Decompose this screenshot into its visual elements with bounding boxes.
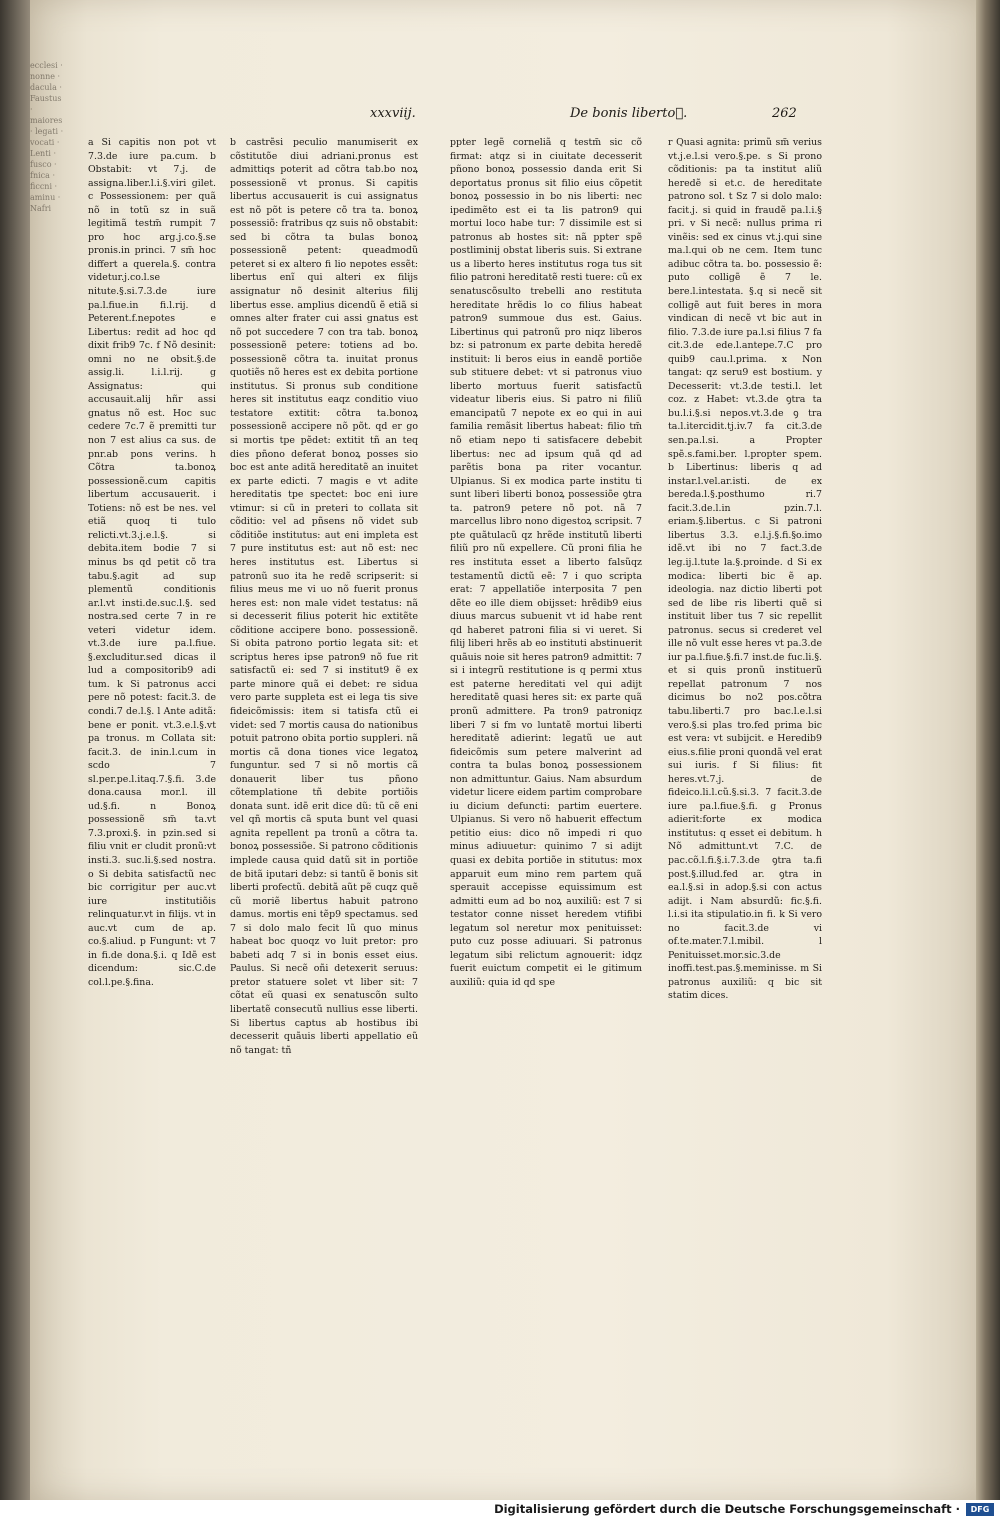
folio-roman: xxxviij. [370,106,416,121]
text-column-b [450,136,642,1306]
gloss-right-text: r Quasi agnita: primũ sm̃ verius vt.j.e.l.si vero.§.pe. s Si prono cõditionis: pa ta institut aliũ heredẽ si et.c. de hereditate patrono sol. t Sz 7 si dolo malo: facit.j. si quid in fraudẽ pa.l.i.§ pri. v Si necẽ: nullus prima ri vinẽis: sed ex cinus vt.j.qui sine ma.l.qui ob ne cem. Item tunc adibuc cõtra ta. bo. possessio ẽ: puto colligẽ ẽ 7 le. bere.l.intestata. §.q si necẽ sit colligẽ aut fuit beres in mora vindican di necẽ vt bic aut in filio. 7.3.de iure pa.l.si filius 7 fa cit.3.de ede.l.antepe.7.C pro quib9 cau.l.prima. x Non tangat: qz seru9 est bostium. y Decesserit: vt.3.de testi.l. let coz. z Habet: vt.3.de ꝯtra ta bu.l.i.§.si nepos.vt.3.de ꝯ tra ta.l.itercidit.tj.iv.7 fa cit.3.de sen.pa.l.si. a Propter spẽ.s.fami.ber. l.propter spem. b Libertinus: liberis q ad instar.l.vel.ar.isti. de ex bereda.l.§.posthumo ri.7 facit.3.de.l.in pzin.7.l. eriam.§.libertus. c Si patroni libertus 3.3. e.l.j.§.fi.§o.imo idẽ.vt ibi no 7 fact.3.de leg.ij.l.tute la.§.proinde. d Si ex modica: liberti bic ẽ ap. ideologia. naz dictio liberti pot sed de libe ris liberti quẽ si instituit liber tus 7 sic repellit patronus. secus si crederet vel ille nõ vult esse heres vt pa.3.de iur pa.l.fiue.§.fi.7 inst.de fuc.li.§. et si quis pronũ instituerũ repellat patronum 7 nos dicimus bo no2 pos.cõtra tabu.liberti.7 pro bac.l.e.l.si vero.§.si plas tro.fed prima bic est vera: vt subijcit. e Heredib9 eius.s.filie proni quondã vel erat sui iuris. f Si filius: fit heres.vt.7.j. de fideico.li.l.cũ.§.si.3. 7 facit.3.de iure pa.l.fiue.§.fi. g Pronus adierit:forte ex modica institutus: q esset ei debitum. h Nõ admittunt.vt 7.C. de pac.cõ.l.fi.§.i.7.3.de ꝯtra ta.fi post.§.illud.fed ar. ꝯtra in ea.l.§.si in adop.§.si con actus adijt. i Nam absurdũ: fic.§.fi. l.i.si ita stipulatio.in fi. k Si vero no facit.3.de vi of.te.mater.7.l.mibil. l Penituisset.mor.sic.3.de inoffi.test.pas.§.meminisse. m Si patronus auxiliũ: q bic sit statim dices. [668,137,822,1002]
gloss-column-left [88,136,216,1136]
gloss-left-text: a Si capitis non pot vt 7.3.de iure pa.cum. b Obstabit: vt 7.j. de assigna.liber.l.i.§.viri gilet. c Possessionem: per quã nõ in totũ sz in suã legitimã testm̃ rumpit 7 pro hoc arg.j.co.§.se pronis.in princi. 7 sm̃ hoc differt a querela.§. contra videtur.j.co.l.se nitute.§.si.7.3.de iure pa.l.fiue.in fi.l.rij. d Peterent.f.nepotes e Libertus: redit ad hoc qd dixit frib9 7c. f Nõ desinit: omni no ne obsit.§.de assig.li. l.i.l.rij. g Assignatus: qui accusauit.alij hñr assi gnatus nõ est. Hoc suc cedere 7c.7 ẽ premitti tur non 7 est alius ca sus. de pnr.ab pons verins. h Cõtra ta.bonoꝝ possessionẽ.cum capitis libertum accusauerit. i Totiens: nõ est be nes. vel etiã quoq ti tulo relicti.vt.3.j.e.l.§. si debita.item bodie 7 si minus bs qd petit cõ tra tabu.§.agit ad sup plementũ conditionis ar.l.vt insti.de.suc.l.§. sed nostra.sed certe 7 in re veteri videtur idem. vt.3.de iure pa.l.fiue. §.excluditur.sed dicas il lud a compositorib9 adi tum. k Si patronus acci pere nõ potest: facit.3. de condi.7 de.l.§. l Ante aditã: bene er ponit. vt.3.e.l.§.vt pa tronus. m Collata sit: facit.3. de inin.l.cum in scdo 7 sl.per.pe.l.itaq.7.§.fi. 3.de dona.causa mor.l. ill ud.§.fi. n Bonoꝝ possessionẽ sm̃ ta.vt 7.3.proxi.§. in pzin.sed si filiu vnit er cludit pronũ:vt insti.3. suc.li.§.sed nostra. o Si debita satisfactũ nec bic corrigitur per auc.vt iure institutiõis relinquatur.vt in filijs. vt in auc.vt cum de ap. co.§.aliud. p Fungunt: vt 7 in fi.de dona.§.i. q Idẽ est dicendum: sic.C.de col.l.pe.§.fina. [88,137,216,988]
footer-bar [0,1500,1000,1519]
page-header [30,106,982,126]
funding-credit: Digitalisierung gefördert durch die Deutsche Forschungsgemeinschaft · [494,1502,960,1516]
text-b-body: ppter legẽ corneliã q testm̃ sic cõ firmat: atqz si in ciuitate decesserit pñono bonoꝝ possessio danda erit Si deportatus pronus sit filio eius cõpetit bonoꝝ possessio in bo nis liberti: nec ipedimẽto est ei ta lis patron9 qui mortui loco habe tur: 7 dissimile est si patronus ab hostes sit: nã ppter spẽ postliminij obstat liberis suis. Si extrane us a liberto heres institutus roga tus sit filio patroni hereditatẽ resti tuere: cũ ex senatuscõsulto trebelli ano restituta hereditate hrẽdis lo co filius habeat patron9 summoue dus est. Gaius. Libertinus qui patronũ pro niqz liberos bz: si patronum ex parte debita heredẽ instituit: li beros eius in eandẽ portiõe sub stituere debet: vt si patronus viuo liberto mortuus fuerit satisfactũ videatur liberis eius. Si patro ni filiũ emancipatũ 7 nepote ex eo qui in aui familia remãsit libertus habeat: filio tm̃ nõ etiam nepo ti satisfacere debebit libertus: nec ad ipsum quã qd ad parẽtis bona pa riter vocantur. Ulpianus. Si ex modica parte institu ti sunt liberi liberti bonoꝝ possessiõe ꝯtra ta. patron9 petere nõ pot. nã 7 marcellus libro nono digestoꝝ scripsit. 7 pte quãtulacũ qz hrẽde institutũ liberti filiũ pro nũ expellere. Cũ proni filia he res instituta esset a liberto falsũqz testamentũ dictũ eẽ: 7 i quo scripta erat: 7 appellatiõe interposita 7 pen dẽte eo ille diem obijsset: hrẽdib9 eius diuus marcus subuenit vt id habe rent qd haberet patroni filia si vi ueret. Si filij liberi hrẽs ab eo instituti abstinuerit quãuis noie sit heres patron9 admittit: 7 si i integrũ restitutione is q permi xtus est paterne hereditati vel qui adijt hereditatẽ quasi heres sit: ex parte quã pronũ admittere. Pa tron9 patroniqz liberi 7 si fm vo luntatẽ mortui liberti hereditatẽ adierint: legatũ ue aut fideicõmis sum petere malverint ad contra ta bulas bonoꝝ possessionem non admittuntur. Gaius. Nam absurdum videtur licere eidem partim comprobare iu dicium defuncti: partim euertere. Ulpianus. Si vero nõ habuerit effectum petitio eius: dico nõ impedi ri quo minus adiuuetur: quinimo 7 si adijt quasi ex debita portiõe in stitutus: mox apparuit eum mino rem partem quã sperauit accepisse equissimum est admitti eum ad bo noꝝ auxiliũ: est 7 si testator conne nisset heredem vtifibi legatum sol neretur mox penituisset: puto cuz posse adiuuari. Si patronus legatum sibi relictum agnouerit: idqz fuerit euictum competit ei le gitimum auxiliũ: quia id qd spe [450,137,642,988]
gloss-column-right [668,136,822,1166]
book-fore-edge [976,0,1000,1510]
text-column-a [230,136,418,1276]
dfg-logo: DFG [966,1503,994,1516]
running-title: De bonis liberto᷑. [570,106,688,121]
adjacent-page-fragment: ecclesi · nonne · dacula · Faustus · maiores · legati · vocati · Lenti · fusco · fnica · ficcni · aminu · Nafri [30,61,64,213]
text-a-body: b castrẽsi peculio manumiserit ex cõstitutõe diui adriani.pronus est admittiqs poterit ad cõtra tab.bo noꝝ possessionẽ vt pronus. Si capitis libertus accusauerit is cui assignatus est nõ põt is petere cõ tra ta. bonoꝝ possessiõ: fratribus qz suis nõ obstabit: sed bi cõtra ta bulas bonoꝝ possessionẽ petent: queadmodũ peteret si ex altero fi lio nepotes essẽt: libertus enĩ qui alteri ex filijs assignatur nõ desinit alterius filij libertus esse. amplius dicendũ ẽ etiã si omnes alter frater cui assi gnatus est nõ pot succedere 7 con tra tab. bonoꝝ possessionẽ petere: totiens ad bo. possessionẽ cõtra ta. inuitat pronus quotiẽs nõ heres est ex debita portione institutus. Si pronus sub conditione heres sit institutus eaqz conditio viuo testatore extitit: cõtra ta.bonoꝝ possessionẽ accipere nõ põt. qd er go si mortis tpe pẽdet: extitit tñ an teq dies pñono deferat bonoꝝ posses sio boc est ante aditã hereditatẽ an inuitet ex parte edicti. 7 magis e vt adite hereditatis tpe spectet: boc eni iure vtimur: si cũ in preteri to collata sit cõditio: vel ad pñsens nõ videt sub cõditiõe institutus: aut eni impleta est 7 pure institutus est: aut nõ est: nec heres institutus est. Libertus si patronũ suo ita he redẽ scripserit: si filius meus me vi uo nõ fuerit pronus heres est: non male videt testatus: nã si decesserit filius poterit hic extitẽte cõditione accipere bono. possessionẽ. Si obita patrono portio legata sit: et scriptus heres ipse patron9 nõ fue rit satisfactũ ei: sed 7 si institut9 ẽ ex parte minore quã ei debet: re sidua vero parte suppleta est ei lega tis sive fideicõmissis: item si tatisfa ctũ ei videt: sed 7 mortis causa do nationibus potuit patrono obita portio suppleri. nã mortis cã dona tiones vice legatoꝝ funguntur. sed 7 si nõ mortis cã donauerit liber tus pñono cõtemplatione tñ debite portiõis donata sunt. idẽ erit dice dũ: tũ cẽ eni vel qñ mortis cã sputa bunt vel quasi agnita repellent pa tronũ a cõtra ta. bonoꝝ possessiõe. Si patrono cõditionis implede causa quid datũ sit in portiõe de bitã iputari debz: si tantũ ẽ bonis sit liberti profectũ. debitã aũt pẽ cuqz quẽ cũ moriẽ libertus habuit patrono damus. mortis eni tẽp9 spectamus. sed 7 si dolo malo fecit lũ quo minus habeat boc quoqz vo luit pretor: pro babeti adq 7 si in bonis esset eius. Paulus. Si necẽ oñi detexerit seruus: pretor statuere solet vt liber sit: 7 cõtat eũ quasi ex senatuscõn sulto libertatẽ consecutũ nullius esse liberti. Si libertus captus ab hostibus ibi decesserit quãuis liberti appellatio eũ nõ tangat: tñ [230,137,418,1056]
folio-number: 262 [772,106,797,121]
